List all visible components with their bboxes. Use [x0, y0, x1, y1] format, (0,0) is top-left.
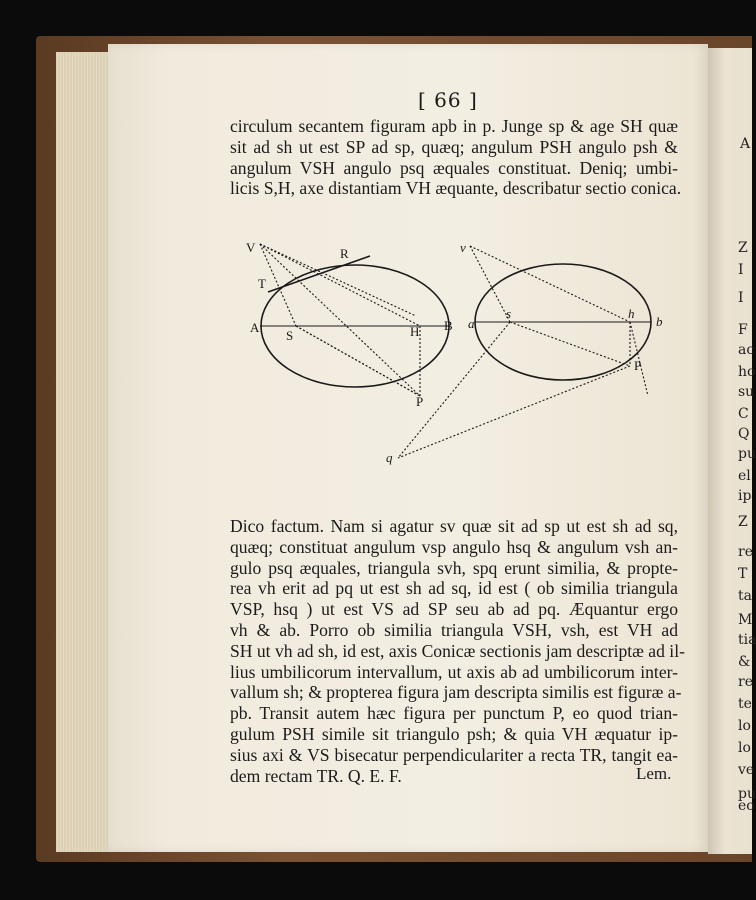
facing-page-fragment: M	[738, 612, 753, 628]
facing-page-fragment: pu	[738, 446, 756, 462]
facing-page-fragment: eo	[738, 798, 755, 814]
facing-page-fragment: A	[740, 136, 751, 152]
text-line: lius umbilicorum intervallum, ut axis ab ad umbilicorum inter-	[230, 661, 678, 682]
facing-page-fragment: Z	[738, 514, 748, 530]
label-v: v	[460, 240, 466, 255]
text-line: angulum VSH angulo psq æquales constituat. Deniq; umbi-	[230, 157, 678, 178]
label-s: s	[506, 306, 512, 321]
text-line: quæq; constituat angulum vsp angulo hsq & angulum vsh an-	[230, 536, 678, 557]
text-line: pb. Transit autem hæc figura per punctum P, eo quod trian-	[230, 703, 678, 724]
facing-page-fragment: tia	[738, 632, 756, 648]
text-line: vallum sh; & propterea figura jam descripta similis est figuræ a-	[230, 682, 682, 703]
label-q: q	[386, 450, 393, 465]
facing-page-fragment: Q	[738, 426, 750, 442]
text-line: rea vh erit ad pq ut est sh ad sq, id est ( ob similia triangula	[230, 578, 678, 599]
facing-page-fragment: T	[738, 566, 748, 582]
facing-page-fragment: I	[738, 262, 744, 278]
facing-page-fragment: pu	[738, 786, 756, 802]
page-number: [ 66 ]	[418, 88, 478, 112]
text-line: sit ad sh ut est SP ad sp, quæq; angulum PSH angulo psh &	[230, 136, 678, 157]
label-H: H	[410, 324, 420, 339]
label-V: V	[246, 240, 256, 255]
facing-page-fragment: Z	[738, 240, 748, 256]
facing-page-fragment: ho	[738, 364, 756, 380]
paragraph-1	[230, 116, 682, 199]
catchword: Lem.	[636, 764, 672, 783]
facing-page-fragment: re	[738, 674, 753, 690]
text-line: dem rectam TR. Q. E. F.	[230, 765, 402, 786]
label-A: A	[250, 320, 260, 335]
facing-page-fragment: &	[738, 654, 751, 670]
facing-page	[708, 48, 756, 854]
label-T: T	[258, 276, 266, 291]
facing-page-fragment: ve	[738, 762, 755, 778]
label-B: B	[444, 318, 453, 333]
facing-page-fragment: re	[738, 544, 753, 560]
facing-page-fragment: te	[738, 696, 752, 712]
text-line: gulo psq æquales, triangula svh, spq erunt similia, & propte-	[230, 557, 678, 578]
label-P: P	[416, 394, 424, 409]
facing-page-fragment: ta	[738, 588, 752, 604]
facing-page-fragment: lo	[738, 718, 751, 734]
facing-page-fragment: C	[738, 406, 749, 422]
facing-page-fragment: lo	[738, 740, 751, 756]
text-line: circulum secantem figuram apb in p. Junge sp & age SH quæ	[230, 116, 678, 136]
label-a: a	[468, 316, 475, 331]
text-line: VSP, hsq ) ut est VS ad SP seu ab ad pq. Æquantur ergo	[230, 599, 678, 620]
text-line: vh & ab. Porro ob similia triangula VSH, vsh, est VH ad	[230, 619, 678, 640]
label-R: R	[340, 246, 349, 261]
paragraph-2	[230, 516, 685, 786]
tangent-tr	[268, 256, 370, 292]
facing-page-fragment: F	[738, 322, 748, 338]
label-b: b	[656, 314, 663, 329]
text-line: licis S,H, axe distantiam VH æquante, describatur sectio conica.	[230, 178, 682, 199]
facing-page-fragment: su	[738, 384, 755, 400]
page-edges	[56, 52, 116, 852]
text-line: sius axi & VS bisecatur perpendiculariter a recta TR, tangit ea-	[230, 744, 678, 765]
text-line: gulum PSH simile sit triangulo psh; & quia VH æquatur ip-	[230, 723, 678, 744]
label-S: S	[286, 328, 294, 343]
facing-page-fragment: el	[738, 468, 751, 484]
facing-page-fragment: ac	[738, 342, 755, 358]
text-line: Dico factum. Nam si agatur sv quæ sit ad sp ut est sh ad sq,	[230, 516, 678, 536]
label-p: P	[634, 358, 642, 373]
label-h: h	[628, 306, 635, 321]
facing-page-fragment: ip	[738, 488, 752, 504]
text-line: SH ut vh ad sh, id est, axis Conicæ sectionis jam descriptæ ad il-	[230, 640, 685, 661]
facing-page-fragment: I	[738, 290, 744, 306]
conic-section-figure	[230, 236, 670, 472]
